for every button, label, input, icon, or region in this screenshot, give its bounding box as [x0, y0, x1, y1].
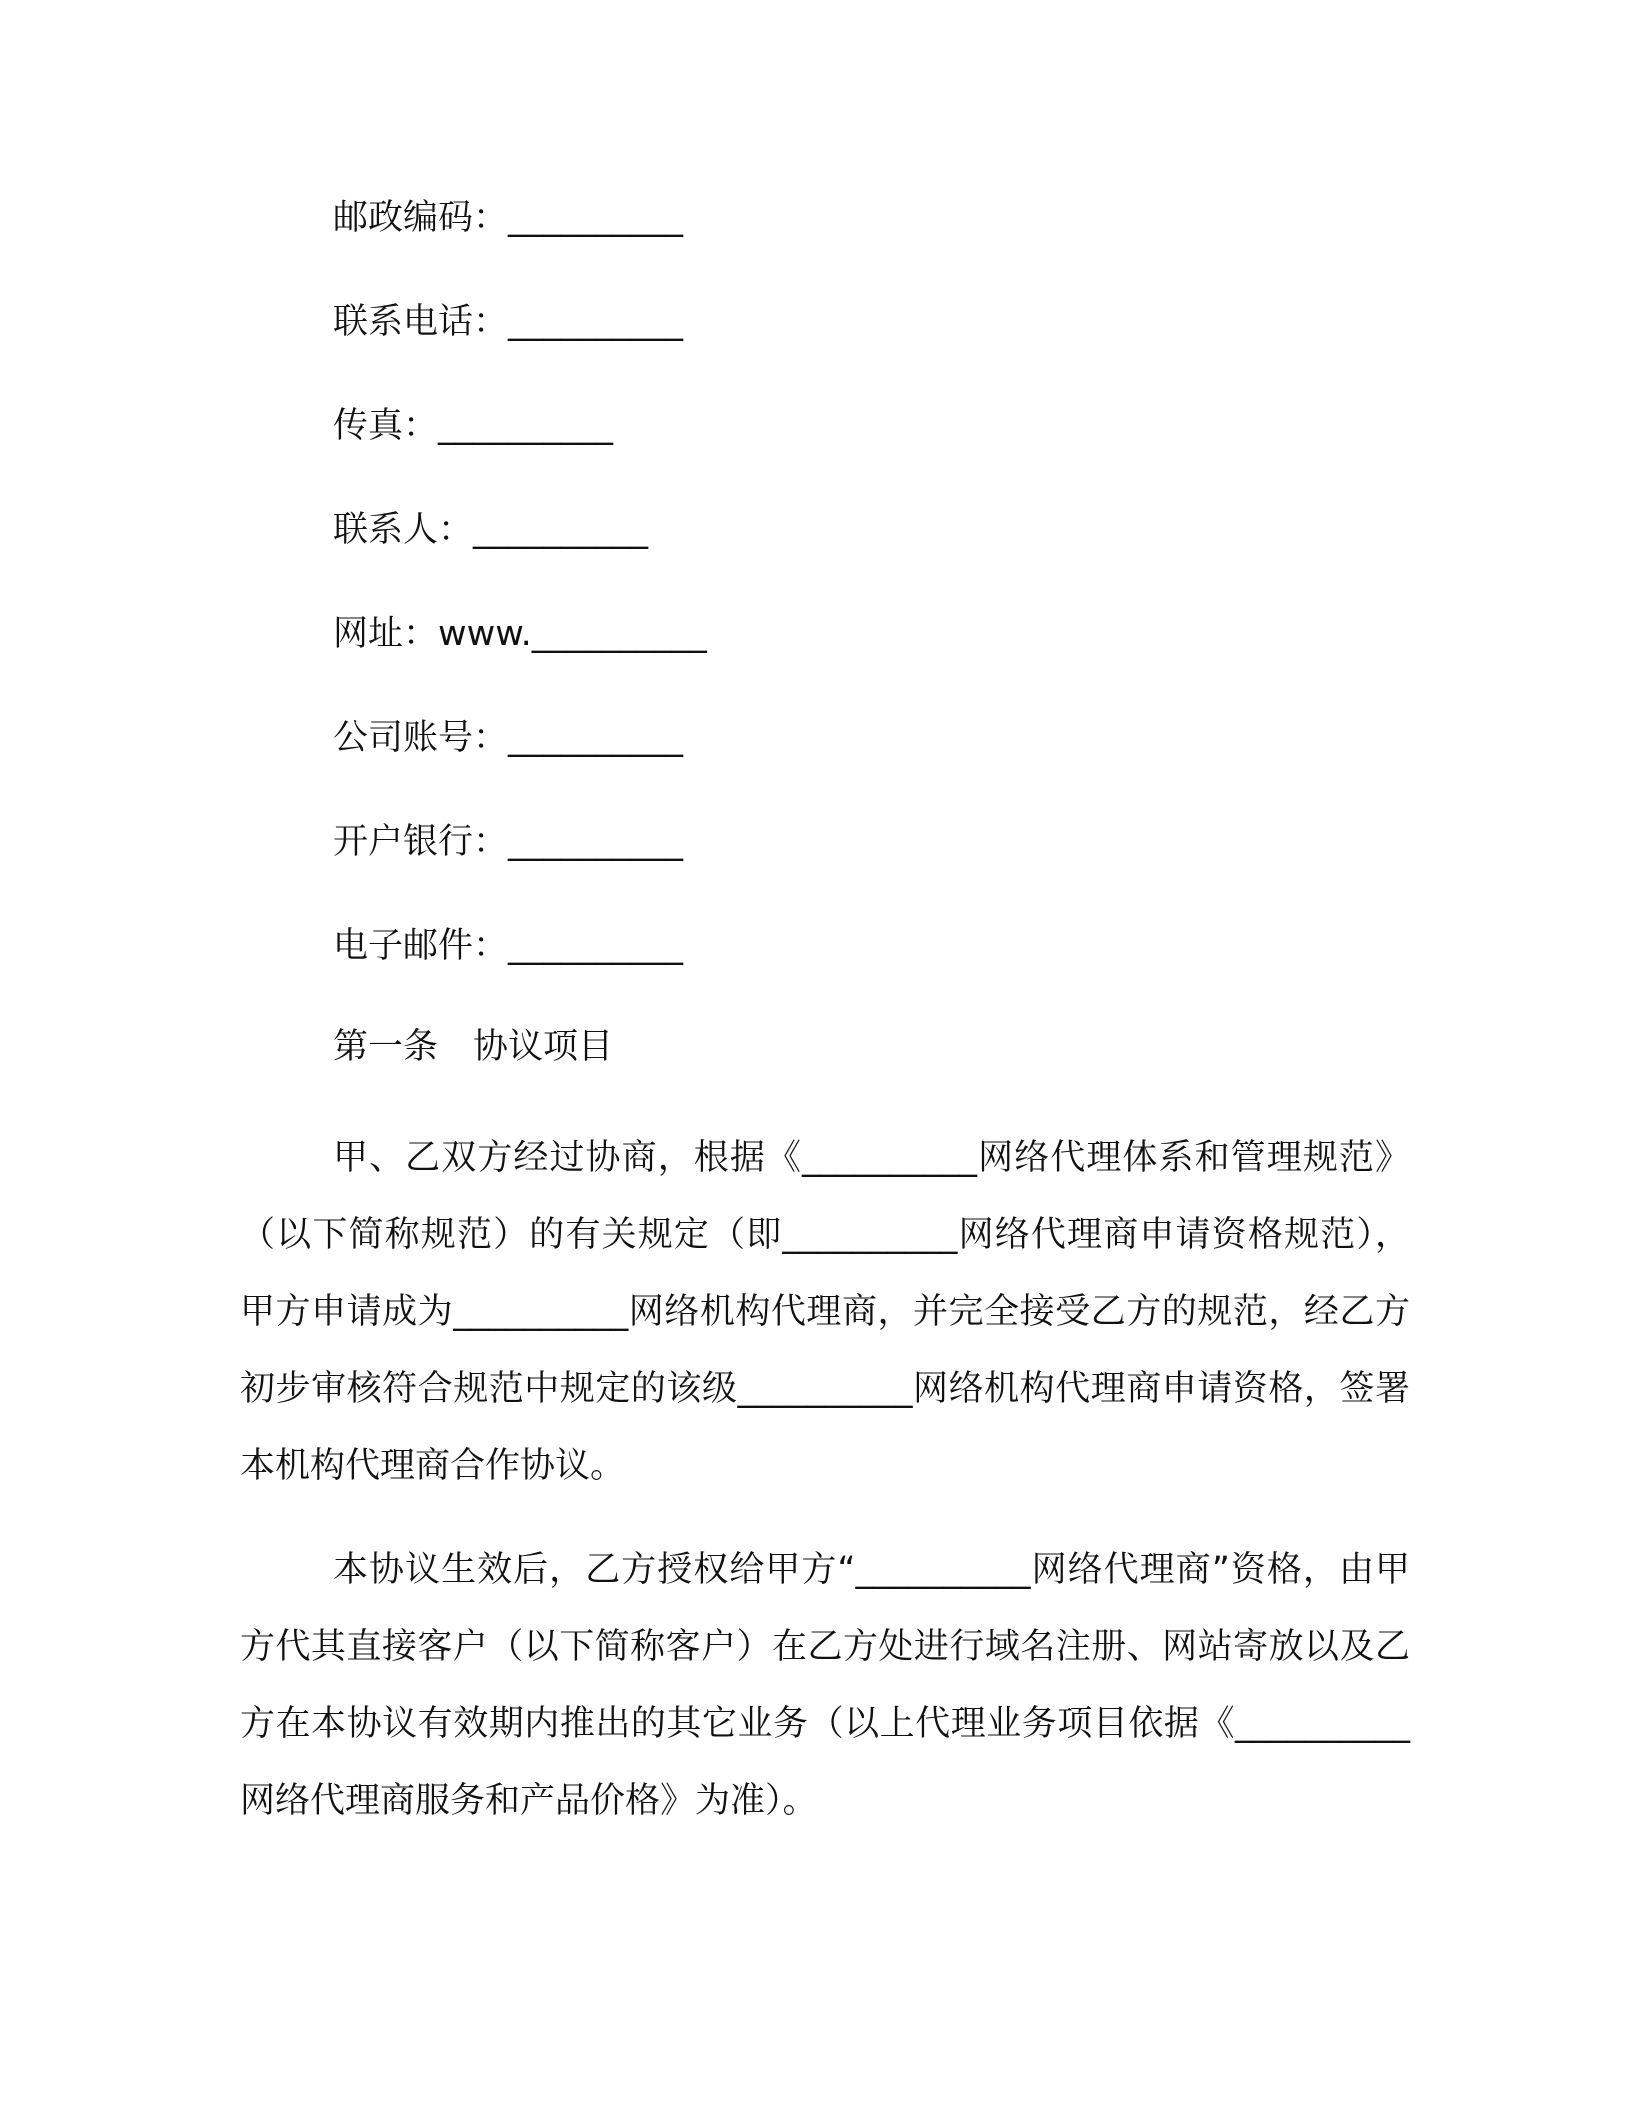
email-field: 电子邮件：__________ [333, 926, 684, 966]
bank-field: 开户银行：__________ [333, 822, 684, 862]
contact-person-field: 联系人：__________ [333, 510, 649, 550]
website-field: 网址：www.__________ [333, 614, 707, 654]
contact-field-list [333, 190, 1383, 1022]
fax-field: 传真：__________ [333, 406, 614, 446]
postal-code-field: 邮政编码：__________ [333, 198, 684, 238]
section-heading: 第一条 协议项目 [333, 1027, 614, 1067]
agreement-paragraph-2: 本协议生效后，乙方授权给甲方“__________网络代理商”资格，由甲方代其直接客户（以下简称客户）在乙方处进行域名注册、网站寄放以及乙方在本协议有效期内推出的其它业务（以上代理业务项目依据《__________网络代理商服务和产品价格》为准）。 [240, 1550, 1410, 1821]
company-account-field: 公司账号：__________ [333, 718, 684, 758]
agreement-paragraph-1: 甲、乙双方经过协商，根据《__________网络代理体系和管理规范》（以下简称规范）的有关规定（即__________网络代理商申请资格规范），甲方申请成为__________网络机构代理商，并完全接受乙方的规范，经乙方初步审核符合规范中规定的该级__________网络机构代理商申请资格，签署本机构代理商合作协议。 [240, 1138, 1410, 1486]
phone-field: 联系电话：__________ [333, 302, 684, 342]
